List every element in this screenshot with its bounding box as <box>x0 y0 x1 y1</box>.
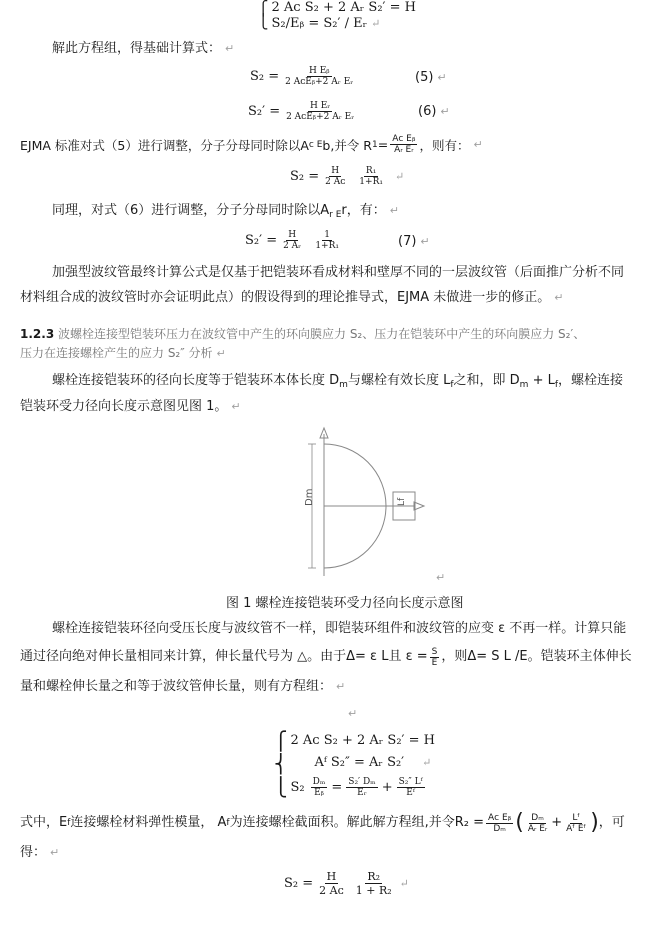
eq6-denominator: 2 AᴄEᵦ+2 Aᵣ Eᵣ <box>286 112 355 122</box>
paragraph-where: 式中，E f 连接螺栓材料弹性模量， A f 为连接螺栓截面积。解此解方程组,并令R₂ = $\frac{\text{Aᴄ Eᵦ}}{\text{Dₘ}}$ ( $\frac{\text{Dₘ}}{\text{Aᵣ Eᵣ}}$ + $\frac{\text{Lᶠ}}{\text{Aᶠ Eᶠ}}$ ) ，可 <box>20 810 625 835</box>
top-system-line-2: S₂/Eᵦ = S₂′ / Eᵣ ↵ <box>271 16 381 31</box>
equation-6: S₂′ = $\frac{\text{H Eᵣ}}{\text{2 AᴄEᵦ+2 Aᵣ Eᵣ}}$ <box>248 101 355 122</box>
paragraph-reinforced: 加强型波纹管最终计算公式是仅基于把铠装环看成材料和壁厚不同的一层波纹管（后面推广分析不同 <box>52 265 625 280</box>
paragraph-get: 得： ↵ <box>20 845 60 860</box>
r1-numerator: Aᴄ Eᵦ <box>392 134 416 144</box>
bottom-system-line-2: Aᶠ S₂″ = Aᵣ S₂′ ↵ <box>314 755 432 770</box>
paragraph-strain: 螺栓连接铠装环径向受压长度与波纹管不一样，即铠装环组件和波纹管的应变 ε 不再一样。计算只能 <box>52 621 627 636</box>
strain-denominator: E <box>431 657 438 668</box>
r1-denominator: Aᵣ Eᵣ <box>394 145 414 155</box>
equation-6-label: (6) ↵ <box>418 104 450 119</box>
paragraph-bolt: 螺栓连接铠装环的径向长度等于铠装环本体长度 $D_m$与螺栓有效长度 $L_f$之和，即 $D_m + L_f$，螺栓连接 <box>52 373 624 390</box>
equation-s2-r1: S₂ = $\frac{H}{\text{2 Aᴄ}}$ $\frac{\text{R₁}}{\text{1+R₁}}$ ↵ <box>290 166 405 187</box>
paragraph-strain-cont: 通过径向绝对伸长量相同来计算，伸长量代号为 △。由于Δ= ε L且 ε = $\frac{S}{E}$ ，则Δ= S L /E。铠装环主体伸长 <box>20 646 632 668</box>
equation-final: S₂ = $\frac{H}{\text{2 Aᴄ}}$ $\frac{\text{R₂}}{\text{1 + R₂}}$ ↵ <box>284 870 409 897</box>
top-system-line-1: 2 Aᴄ S₂ + 2 Aᵣ S₂′ = H <box>271 0 416 15</box>
brace-icon: ⎧ ⎨ ⎩ <box>274 731 288 798</box>
figure-1-caption: 图 1 螺栓连接铠装环受力径向长度示意图 <box>226 596 464 611</box>
eq5-denominator: 2 AᴄEᵦ+2 Aᵣ Eᵣ <box>285 77 354 87</box>
lf-label: Lf <box>397 497 407 506</box>
bottom-system-line-3: S₂ $\frac{\text{Dₘ}}{\text{Eᵦ}}$ = $\frac{\text{S₂′ Dₘ}}{\text{Eᵣ}}$ + $\frac{\text{S₂″ Lᶠ}}{\text{Eᶠ}}$ <box>290 777 423 798</box>
strain-numerator: S <box>431 646 438 657</box>
top-equation-system <box>258 0 416 32</box>
paragraph-bolt-cont: 铠装环受力径向长度示意图见图 1。 ↵ <box>20 399 241 414</box>
section-heading-1-2-3: 1.2.3 波螺栓连接型铠装环压力在波纹管中产生的环向膜应力 S₂、压力在铠装环中产生的环向膜应力 S₂′、 <box>20 327 586 341</box>
eq5-numerator: H Eᵦ <box>309 66 330 76</box>
eq6-numerator: H Eᵣ <box>310 101 331 111</box>
empty-line-mark: ↵ <box>348 707 358 720</box>
equation-5: S₂ = $\frac{\text{H Eᵦ}}{\text{2 AᴄEᵦ+2 Aᵣ Eᵣ}}$ <box>250 66 354 87</box>
text-same-logic: 同理，对式（6）进行调整，分子分母同时除以$A_{r E}r$，有： ↵ <box>52 203 399 220</box>
dm-label: Dm <box>304 488 315 506</box>
section-heading-cont: 压力在连接螺栓产生的应力 S₂″ 分析 ↵ <box>20 346 226 360</box>
equation-7: S₂′ = $\frac{H}{\text{2 Aᵣ}}$ $\frac{1}{\text{1+R₁}}$ <box>245 230 339 251</box>
paragraph-strain-cont-2: 量和螺栓伸长量之和等于波纹管伸长量，则有方程组： ↵ <box>20 679 346 694</box>
equation-7-label: (7) ↵ <box>398 234 430 249</box>
equation-5-label: (5) ↵ <box>415 70 447 85</box>
paragraph-reinforced-cont: 材料组合成的波纹管时亦会证明此点）的假设得到的理论推导式，EJMA 未做进一步的修正。 ↵ <box>20 290 564 305</box>
bottom-equation-system <box>274 730 435 799</box>
bottom-system-line-1: 2 Aᴄ S₂ + 2 Aᵣ S₂′ = H <box>290 733 435 748</box>
text-solve: 解此方程组，得基础计算式： ↵ <box>52 41 235 56</box>
figure-1-diagram <box>286 424 438 584</box>
brace-icon: ⎧ ⎩ <box>258 1 269 30</box>
text-ejma-adjust: EJMA 标准对式（5）进行调整，分子分母同时除以A c E b,并令 R 1 = $\frac{\text{Aᴄ Eᵦ}}{\text{Aᵣ Eᵣ}}$ ，则有： ↵ <box>20 134 483 155</box>
figure-1-mark: ↵ <box>436 571 446 584</box>
